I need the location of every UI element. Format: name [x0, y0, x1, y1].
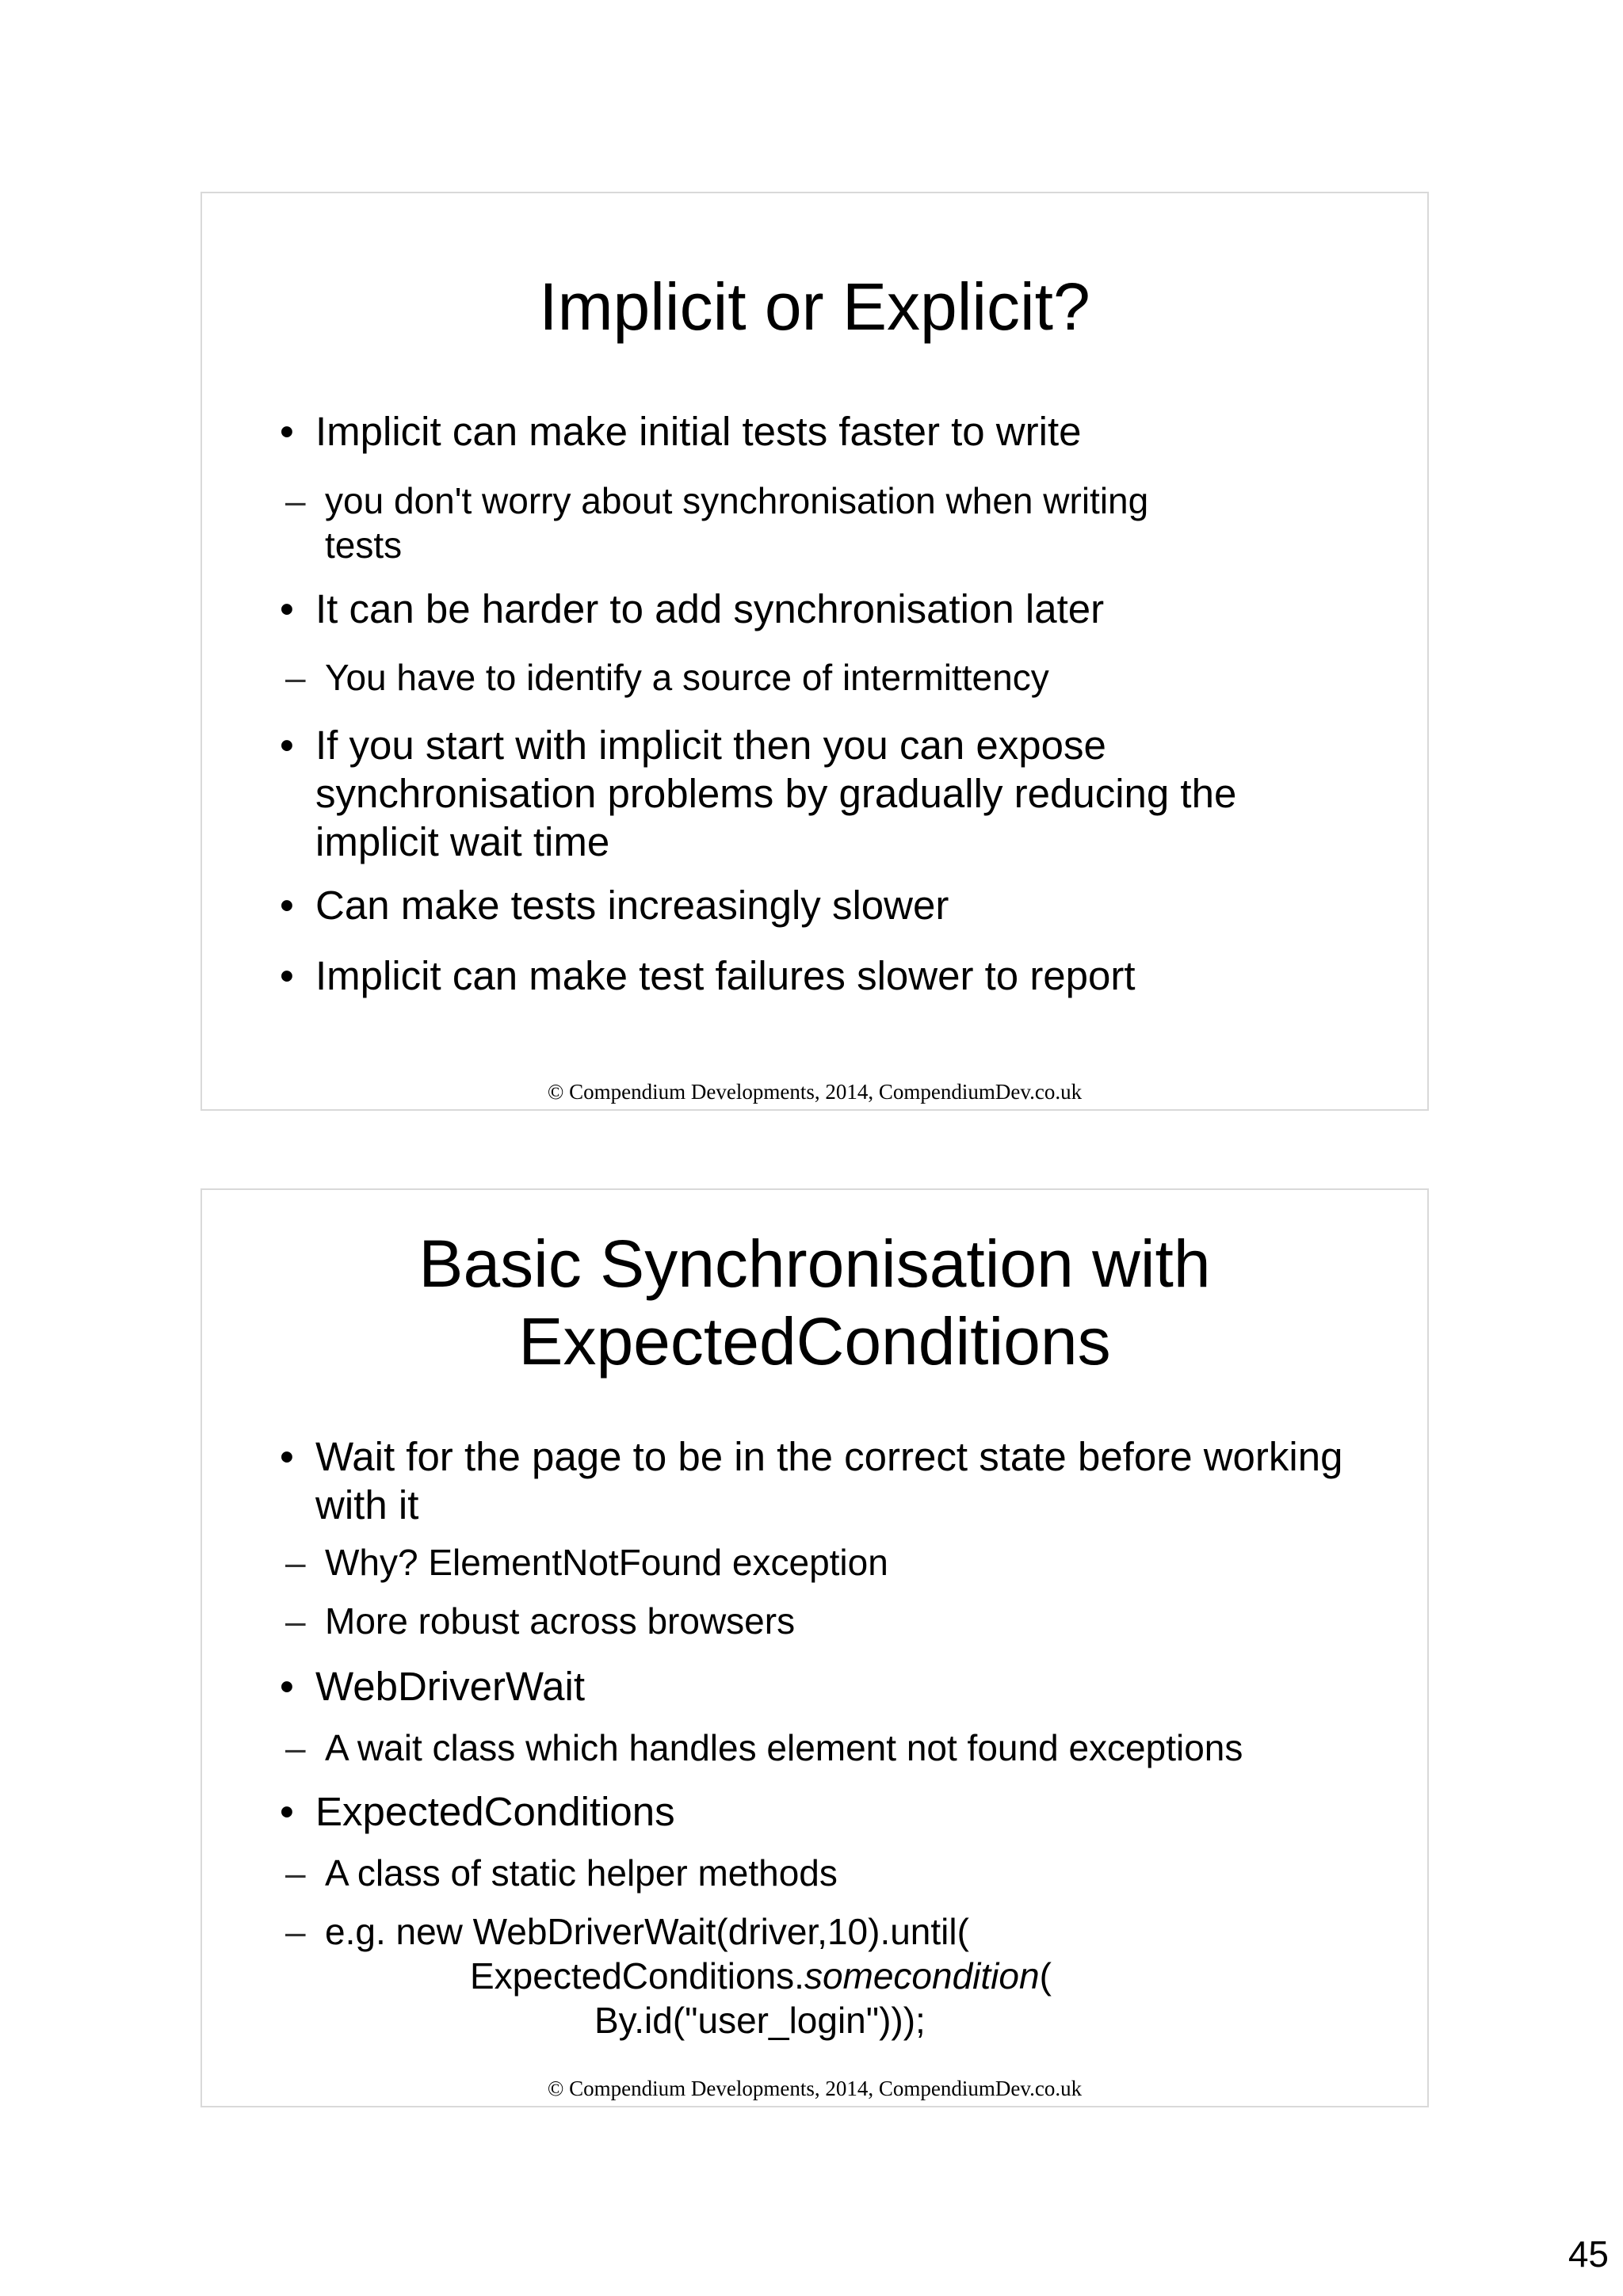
dash-marker: –: [285, 1727, 306, 1768]
sub-bullet-item: [285, 655, 1355, 700]
sub-bullet-item-code: [285, 1909, 1355, 2042]
sub-bullet-text-line1: you don't worry about synchronisation when writing: [325, 480, 1149, 521]
sub-bullet-item: [285, 1726, 1355, 1770]
bullet-marker: •: [280, 586, 294, 631]
bullet-item: [280, 585, 1369, 633]
bullet-item: [280, 1662, 1369, 1711]
slide-footer: © Compendium Developments, 2014, CompendiumDev.co.uk: [547, 1080, 1083, 1104]
sub-bullet-text: More robust across browsers: [325, 1600, 796, 1642]
sub-bullet-text: Why? ElementNotFound exception: [325, 1542, 888, 1583]
dash-marker: –: [285, 480, 306, 521]
slide-title-line2: ExpectedConditions: [518, 1304, 1111, 1379]
bullet-marker: •: [280, 883, 294, 928]
bullet-marker: •: [280, 723, 294, 768]
bullet-text: Implicit can make test failures slower to report: [315, 953, 1136, 998]
sub-bullet-item: [285, 1851, 1355, 1895]
slide-implicit-or-explicit: [200, 192, 1429, 1111]
sub-bullet-text-line2: tests: [325, 524, 403, 566]
sub-bullet-item: [285, 1599, 1355, 1643]
bullet-marker: •: [280, 953, 294, 998]
bullet-text-line2: with it: [315, 1482, 419, 1527]
slide-title: Implicit or Explicit?: [539, 269, 1090, 344]
code-line-1: e.g. new WebDriverWait(driver,10).until(: [325, 1911, 969, 1952]
code-line-2-prefix: ExpectedConditions.: [470, 1955, 804, 1997]
bullet-text: Implicit can make initial tests faster to write: [315, 409, 1082, 454]
slide-title-line1: Basic Synchronisation with: [418, 1226, 1211, 1301]
bullet-text: Can make tests increasingly slower: [315, 883, 949, 928]
bullet-marker: •: [280, 1434, 294, 1479]
bullet-item: [280, 407, 1369, 456]
bullet-text-line2: synchronisation problems by gradually reducing the: [315, 771, 1237, 816]
dash-marker: –: [285, 1542, 306, 1583]
sub-bullet-text: You have to identify a source of intermittency: [325, 657, 1049, 698]
bullet-text-line1: Wait for the page to be in the correct state before working: [315, 1434, 1343, 1479]
dash-marker: –: [285, 657, 306, 698]
dash-marker: –: [285, 1600, 306, 1642]
bullet-marker: •: [280, 409, 294, 454]
page-number: 45: [1568, 2233, 1609, 2275]
bullet-text-line3: implicit wait time: [315, 819, 610, 864]
bullet-item: [280, 881, 1369, 929]
bullet-marker: •: [280, 1789, 294, 1834]
sub-bullet-item: [285, 1540, 1355, 1585]
sub-bullet-item: [285, 479, 1355, 567]
bullet-item: [280, 721, 1369, 866]
bullet-text: It can be harder to add synchronisation later: [315, 586, 1105, 631]
sub-bullet-text: A wait class which handles element not found exceptions: [325, 1727, 1243, 1768]
code-line-2-italic: somecondition: [804, 1955, 1040, 1997]
slide-basic-synchronisation: [200, 1188, 1429, 2107]
code-line-3: By.id("user_login")));: [594, 2000, 926, 2041]
bullet-marker: •: [280, 1664, 294, 1709]
bullet-text-line1: If you start with implicit then you can expose: [315, 723, 1106, 768]
bullet-item: [280, 952, 1369, 1000]
sub-bullet-text: A class of static helper methods: [325, 1852, 838, 1894]
slide-title: [202, 1225, 1427, 1380]
slide-footer: © Compendium Developments, 2014, CompendiumDev.co.uk: [547, 2077, 1083, 2100]
bullet-item: [280, 1787, 1369, 1836]
code-line-2: [325, 1954, 1355, 1998]
bullet-item: [280, 1432, 1369, 1529]
code-line-2-suffix: (: [1039, 1955, 1052, 1997]
bullet-text: ExpectedConditions: [315, 1789, 675, 1834]
bullet-text: WebDriverWait: [315, 1664, 586, 1709]
dash-marker: –: [285, 1852, 306, 1894]
dash-marker: –: [285, 1911, 306, 1952]
